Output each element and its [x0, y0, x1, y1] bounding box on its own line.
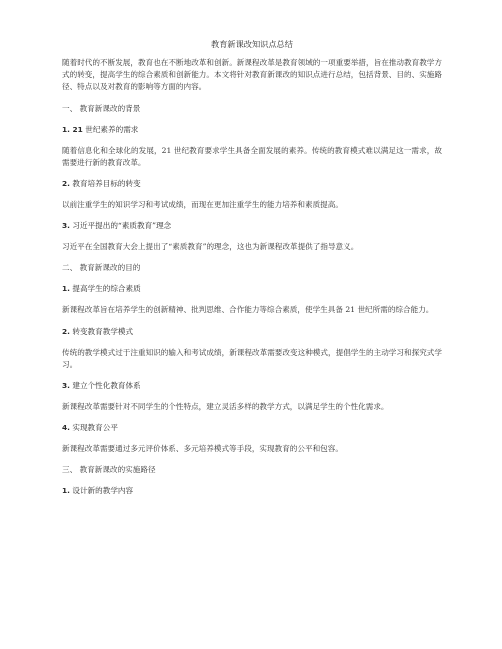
subheading-new-content — [62, 485, 442, 497]
subheading-comprehensive-quality — [62, 283, 442, 295]
subheading-number: 2. — [62, 179, 70, 189]
subheading-personalized-education — [62, 380, 442, 392]
intro-paragraph: 随着时代的不断发展，教育也在不断地改革和创新。新课程改革是教育领域的一项重要举措，旨在推动教育教学方式的转变，提高学生的综合素质和创新能力。本文将针对教育新课改的知识点进行总结，包括背景、目的、实施路径、特点以及对教育的影响等方面的内容。 — [62, 58, 442, 92]
paragraph: 习近平在全国教育大会上提出了“素质教育”的理念，这也为新课程改革提供了指导意义。 — [62, 242, 359, 252]
paragraph: 传统的教学模式过于注重知识的输入和考试成绩，新课程改革需要改变这种模式，提倡学生的主动学习和探究式学习。 — [62, 347, 442, 369]
subheading-number: 1. — [62, 486, 70, 496]
subheading-text: 转变教育教学模式 — [69, 326, 134, 336]
subheading-21st-century-literacy — [62, 124, 442, 136]
subheading-text: 教育培养目标的转变 — [69, 179, 141, 189]
section-heading-implementation: 三、 教育新课改的实施路径 — [62, 465, 156, 475]
subheading-number: 1. 21 — [62, 124, 83, 134]
subheading-text: 设计新的教学内容 — [69, 486, 134, 496]
paragraph: 新课程改革需要通过多元评价体系、多元培养模式等手段，实现教育的公平和包容。 — [62, 444, 343, 454]
subheading-number: 3. — [62, 221, 70, 231]
subheading-number: 2. — [62, 326, 70, 336]
subheading-text: 习近平提出的“素质教育”理念 — [69, 221, 172, 231]
subheading-text: 世纪素养的需求 — [82, 124, 139, 134]
subheading-teaching-mode — [62, 326, 442, 338]
subheading-quality-education — [62, 220, 442, 232]
subheading-number: 3. — [62, 381, 70, 391]
subheading-text: 提高学生的综合素质 — [69, 284, 141, 294]
paragraph: 以前注重学生的知识学习和考试成绩，而现在更加注重学生的能力培养和素质提高。 — [62, 200, 343, 210]
section-heading-background: 一、 教育新课改的背景 — [62, 103, 141, 113]
paragraph: 随着信息化和全球化的发展，21 世纪教育要求学生具备全面发展的素养。传统的教育模式难以满足这一需求，故需要进行新的教育改革。 — [62, 145, 442, 167]
document-content — [62, 38, 442, 506]
subheading-number: 1. — [62, 284, 70, 294]
subheading-goal-shift — [62, 178, 442, 190]
section-heading-purpose: 二、 教育新课改的目的 — [62, 263, 141, 273]
document-title: 教育新课改知识点总结 — [211, 39, 293, 49]
paragraph: 新课程改革旨在培养学生的创新精神、批判思维、合作能力等综合素质，使学生具备 21 世纪所需的综合能力。 — [62, 305, 434, 315]
subheading-number: 4. — [62, 423, 70, 433]
subheading-text: 实现教育公平 — [69, 423, 118, 433]
subheading-text: 建立个性化教育体系 — [69, 381, 141, 391]
paragraph: 新课程改革需要针对不同学生的个性特点，建立灵活多样的教学方式，以满足学生的个性化需求。 — [62, 402, 389, 412]
subheading-education-equity — [62, 422, 442, 434]
